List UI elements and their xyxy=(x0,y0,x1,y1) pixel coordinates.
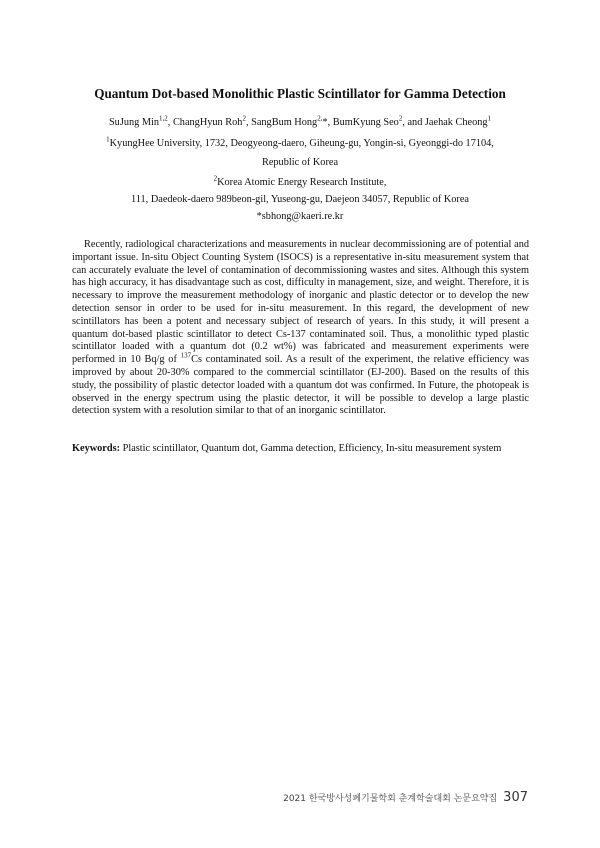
keywords-label: Keywords: xyxy=(72,443,121,454)
author: SangBum Hong$^{2,}$*, xyxy=(251,114,333,128)
author: Jaehak Cheong$^1$ xyxy=(424,114,492,128)
author-list xyxy=(40,114,560,128)
author: SuJung Min$^{1,2}$, xyxy=(108,114,173,128)
corresponding-email: *sbhong@kaeri.re.kr xyxy=(256,211,344,222)
author: ChangHyun Roh$^2$, xyxy=(172,114,252,128)
paper-title: Quantum Dot-based Monolithic Plastic Scintillator for Gamma Detection xyxy=(94,86,506,101)
affiliation-1-country: Republic of Korea xyxy=(261,157,339,168)
page-footer xyxy=(283,790,528,805)
page-number: 307 xyxy=(503,790,528,805)
affiliation-2-address: 111, Daedeok-daero 989beon-gil, Yuseong-gu, Daejeon 34057, Republic of Korea xyxy=(131,194,469,205)
author: BumKyung Seo$^2$, and xyxy=(332,114,425,128)
keywords xyxy=(72,443,529,456)
keywords-text: Plastic scintillator, Quantum dot, Gamma detection, Efficiency, In-situ measurement system xyxy=(120,443,502,454)
proceedings-title: 2021 한국방사성폐기물학회 춘계학술대회 논문요약집 xyxy=(283,794,498,804)
abstract-paragraph: Recently, radiological characterizations and measurements in nuclear decommissioning are of potential and important issue. In-situ Object Counting System (ISOCS) is a representative in-situ measurement system that can accurately evaluate the level of contamination of decommissioning wastes and sites. Although this system has high accuracy, it has disadvantage such as cost, difficulty in management, size, and weight. Therefore, it is necessary to improve the measurement methodology of inorganic and plastic detector or to develop the new detection sensor in order to be used for in-situ measurement. In this regard, the development of new scintillators has been a potent and necessary subject of research of years. In this study, it will present a quantum dot-based plastic scintillator to detect Cs-137 contaminated soil. Thus, a monolithic typed plastic scintillator loaded with a quantum dot (0.2 wt%) was fabricated and measurement experiments were performed in 10 Bq/g of $^{137}$Cs contaminated soil. As a result of the experiment, the relative efficiency was improved by about 20-30% compared to the commercial scintillator (EJ-200). Based on the results of this study, the possibility of plastic detector loaded with a quantum dot was confirmed. In Future, the photopeak is observed in the energy spectrum using the plastic detector, it will be possible to develop a large plastic detection system with a resolution similar to that of an inorganic scintillator. xyxy=(72,239,529,417)
affiliation-2: $^2$Korea Atomic Energy Research Institute, xyxy=(213,174,387,188)
affiliation-1: $^1$KyungHee University, 1732, Deogyeong-daero, Giheung-gu, Yongin-si, Gyeonggi-do 17104, xyxy=(106,135,494,149)
